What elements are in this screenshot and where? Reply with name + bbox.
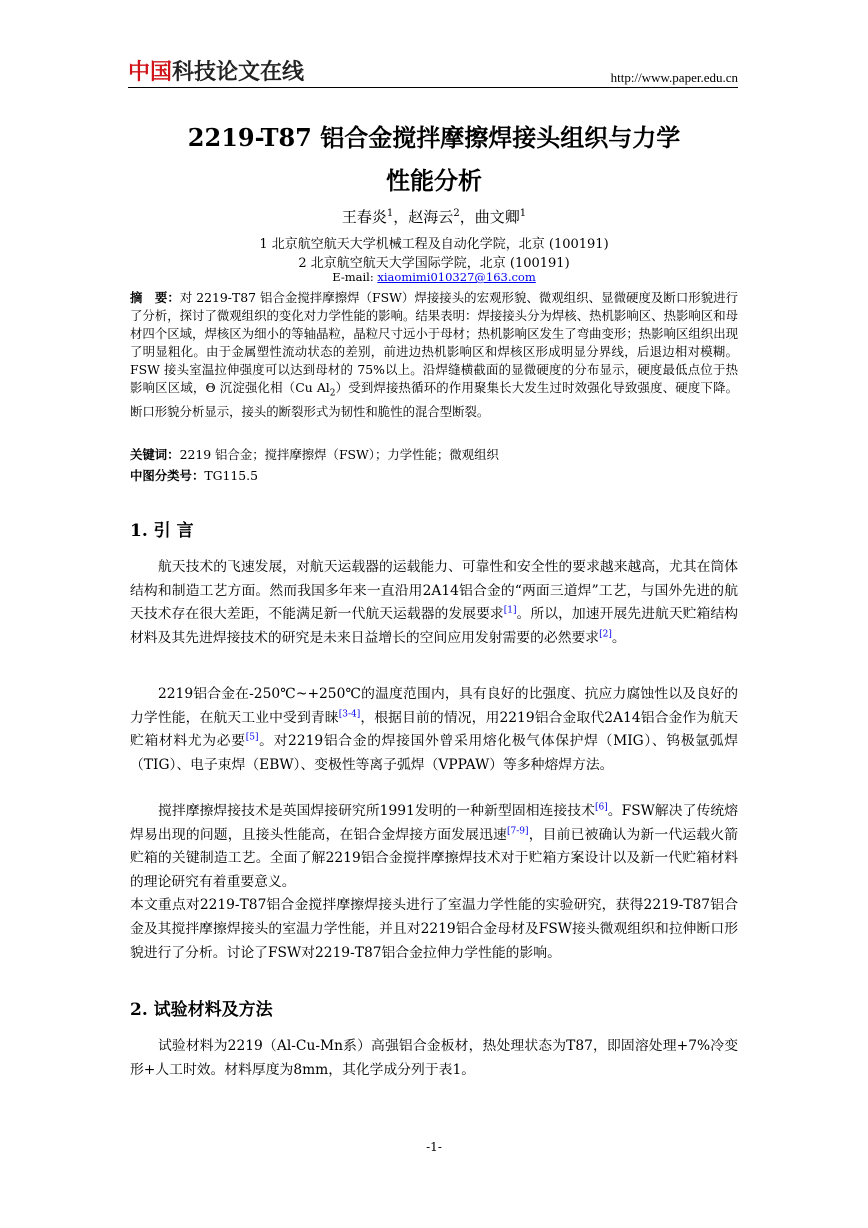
paragraph-text: 搅拌摩擦焊接技术是英国焊接研究所1991发明的一种新型固相连接技术	[158, 803, 595, 819]
body-paragraph	[130, 556, 738, 650]
author-affiliation-mark: 1	[386, 208, 394, 219]
paragraph-text: ，目前已被确认为新一代运载火箭贮箱的关键制造工艺。全面了解2219铝合金搅拌摩擦焊技术对于贮箱方案设计以及新一代贮箱材料的理论研究有着重要意义。	[130, 826, 739, 890]
section-heading-materials-methods: 2. 试验材料及方法	[130, 1000, 273, 1020]
body-paragraph	[130, 800, 738, 965]
keywords	[130, 446, 499, 464]
clc-text: TG115.5	[204, 468, 258, 483]
author-list	[0, 206, 868, 227]
citation-link[interactable]: [6]	[594, 802, 608, 813]
paragraph-text: 航天技术的飞速发展，对航天运载器的运载能力、可靠性和安全性的要求越来越高，尤其在筒体结构和制造工艺方面。然而我国多年来一直沿用2A14铝合金的“两面三道焊”工艺，与国外先进的航天技术存在很大差距，不能满足新一代航天运载器的发展要求	[130, 559, 738, 623]
paper-title-line-2: 性能分析	[386, 166, 482, 195]
logo-text: 科技论文在线	[172, 60, 305, 85]
abstract-text: 对 2219-T87 铝合金搅拌摩擦焊（FSW）焊接接头的宏观形貌、微观组织、显微硬度及断口形貌进行了分析，探讨了微观组织的变化对力学性能的影响。结果表明：焊接接头分为焊核、热机影响区、热影响区和母材四个区域，焊核区为细小的等轴晶粒，晶粒尺寸远小于母材；热机影响区发生了弯曲变形；热影响区组织出现了明显粗化。由于金属塑性流动状态的差别，前进边热机影响区和焊核区形成明显分界线，后退边相对模糊。FSW 接头室温拉伸强度可以达到母材的 75%以上。沿焊缝横截面的显微硬度的分布显示，硬度最低点位于热影响区区域，Θ 沉淀强化相（Cu Al	[130, 290, 739, 396]
paragraph-text: 2219铝合金在-250℃~+250℃的温度范围内，具有良好的比强度、抗应力腐蚀性以及良好的力学性能，在航天工业中受到青睐	[130, 686, 738, 726]
header-divider	[128, 87, 738, 88]
paragraph-text: 。	[611, 629, 626, 646]
citation-link[interactable]: [3-4]	[338, 709, 361, 719]
author-separator: ，	[459, 208, 475, 226]
author-name: 曲文卿	[474, 208, 520, 226]
abstract-label: 摘 要：	[130, 290, 180, 305]
paragraph-text: 。FSW解决了传统熔焊易出现的问题，且接头性能高，在铝合金焊接方面发展迅速	[130, 803, 738, 843]
site-url[interactable]: http://www.paper.edu.cn	[610, 70, 738, 85]
author-separator: ，	[393, 208, 409, 226]
paragraph-text: 本文重点对2219-T87铝合金搅拌摩擦焊接头进行了室温力学性能的实验研究，获得2219-T87铝合金及其搅拌摩擦焊接头的室温力学性能，并且对2219铝合金母材及FSW接头微观组织和拉伸断口形貌进行了分析。讨论了FSW对2219-T87铝合金拉伸力学性能的影响。	[130, 897, 738, 961]
affiliation-2: 2 北京航空航天大学国际学院，北京 (100191)	[298, 256, 570, 271]
citation-link[interactable]: [1]	[503, 605, 517, 616]
citation-link[interactable]: [7-9]	[507, 826, 529, 836]
citation-link[interactable]: [5]	[245, 732, 259, 743]
site-logo[interactable]	[128, 58, 304, 88]
affiliation-1: 1 北京航空航天大学机械工程及自动化学院，北京 (100191)	[259, 237, 609, 252]
paper-title-line-1: 2219-T87 铝合金搅拌摩擦焊接头组织与力学	[187, 123, 681, 152]
abstract-text-continued: ）受到焊接热循环的作用聚集长大发生过时效强化导致强度、硬度下降。断口形貌分析显示，接头的断裂形式为韧性和脆性的混合型断裂。	[130, 380, 738, 420]
email-label: E-mail:	[332, 270, 378, 284]
citation-link[interactable]: [2]	[599, 629, 612, 640]
logo-red-text: 中国	[128, 60, 173, 85]
paragraph-text: 。对2219铝合金的焊接国外曾采用熔化极气体保护焊（MIG）、钨极氩弧焊（TIG）、电子束焊（EBW）、变极性等离子弧焊（VPPAW）等多种熔焊方法。	[130, 733, 739, 773]
author-affiliation-mark: 2	[453, 208, 460, 219]
author-name: 王春炎	[341, 208, 387, 226]
paragraph-text: ，根据目前的情况，用2219铝合金取代2A14铝合金作为航天贮箱材料尤为必要	[130, 709, 738, 750]
paragraph-text: 。所以，加速开展先进航天贮箱结构材料及其先进焊接技术的研究是未来日益增长的空间应用发射需要的必然要求	[130, 606, 739, 646]
email-link[interactable]: xiaomimi010327@163.com	[377, 270, 536, 284]
clc-label: 中图分类号：	[130, 468, 205, 483]
contact-email-line	[0, 270, 868, 284]
abstract-subscript: 2	[329, 388, 336, 399]
page-number: -1-	[426, 1140, 442, 1154]
body-paragraph: 试验材料为2219（Al-Cu-Mn系）高强铝合金板材，热处理状态为T87，即固溶处理+7%冷变形+人工时效。材料厚度为8mm，其化学成分列于表1。	[130, 1038, 738, 1078]
keywords-text: 2219 铝合金；搅拌摩擦焊（FSW）；力学性能；微观组织	[179, 447, 499, 462]
keywords-label: 关键词：	[130, 447, 180, 462]
author-name: 赵海云	[408, 208, 454, 226]
classification-number	[130, 467, 258, 485]
section-heading-introduction: 1. 引 言	[130, 521, 194, 541]
abstract	[130, 289, 738, 421]
author-affiliation-mark: 1	[519, 208, 527, 219]
body-paragraph	[130, 683, 738, 777]
